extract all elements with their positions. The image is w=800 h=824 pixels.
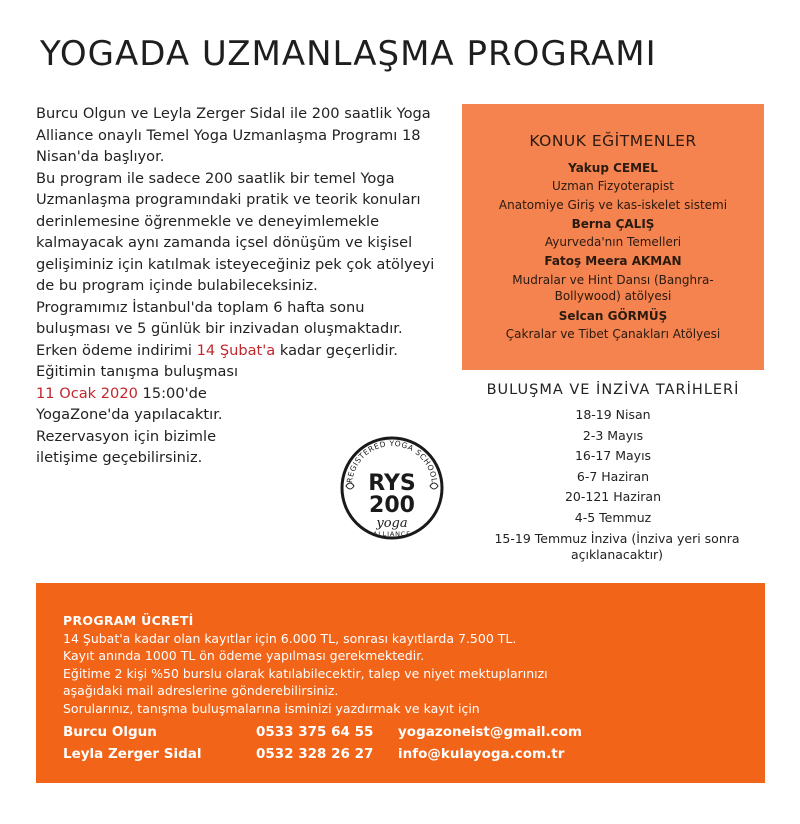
guest-teachers-box [462, 104, 764, 370]
date-item: 16-17 Mayıs [574, 448, 652, 463]
date-item: 18-19 Nisan [575, 407, 651, 422]
price-box [36, 583, 765, 783]
price-line: 14 Şubat'a kadar olan kayıtlar için 6.000 TL, sonrası kayıtlarda 7.500 TL. [63, 630, 517, 646]
dates-title: BULUŞMA VE İNZİVA TARİHLERİ [486, 382, 740, 398]
early-payment-date: 14 Şubat'a [196, 341, 276, 359]
teacher-name: Berna ÇALIŞ [571, 217, 655, 231]
retreat-date: 15-19 Temmuz İnziva (İnziva yeri sonra açıklanacaktır) [494, 531, 740, 562]
intro-text [36, 103, 436, 469]
price-line: Eğitime 2 kişi %50 burslu olarak katılabilecektir, talep ve niyet mektuplarınızı [63, 665, 548, 681]
intro-paragraph-5 [36, 361, 436, 426]
price-line: Sorularınız, tanışma buluşmalarına isminizi yazdırmak ve kayıt için [63, 700, 480, 716]
date-item: 4-5 Temmuz [574, 509, 652, 525]
logo-yoga: yoga [376, 516, 408, 531]
dates-section [462, 382, 764, 563]
logo-alliance: ALLIANCE [373, 530, 411, 538]
contact-phone[interactable]: 0533 375 64 55 [256, 724, 374, 740]
date-item: 20-121 Haziran [564, 489, 662, 504]
logo-rys: RYS [368, 471, 416, 496]
meeting-text: Eğitimin tanışma buluşması [36, 363, 239, 380]
rys200-logo [338, 430, 446, 560]
contact-name: Leyla Zerger Sidal [63, 746, 202, 762]
logo-ring-text: REGISTERED YOGA SCHOOL [345, 438, 439, 484]
intro-paragraph-4 [36, 340, 436, 362]
logo-number: 200 [369, 493, 415, 518]
teacher-topic: Çakralar ve Tibet Çanakları Atölyesi [505, 327, 721, 341]
teacher-topic: Uzman Fizyoterapist [552, 179, 674, 193]
meeting-time: 15:00'de [137, 384, 207, 402]
intro-paragraph-6: Rezervasyon için bizimle iletişime geçebilirsiniz. [36, 427, 217, 466]
teacher-topic: Mudralar ve Hint Dansı (Banghra- [512, 273, 714, 287]
contact-email[interactable]: info@kulayoga.com.tr [398, 746, 565, 762]
contact-row [63, 743, 765, 765]
date-item: 2-3 Mayıs [582, 427, 644, 443]
price-title: PROGRAM ÜCRETİ [63, 613, 194, 628]
early-payment-suffix: kadar geçerlidir. [275, 341, 398, 359]
price-line: aşağıdaki mail adreslerine gönderebilirsiniz. [63, 683, 339, 698]
guest-teachers-title: KONUK EĞİTMENLER [529, 132, 697, 150]
intro-paragraph-3: Programımız İstanbul'da toplam 6 hafta sonu buluşması ve 5 günlük bir inzivadan oluşmaktadır. [36, 298, 403, 337]
price-line: Kayıt anında 1000 TL ön ödeme yapılması gerekmektedir. [63, 648, 425, 663]
teacher-topic: Ayurveda'nın Temelleri [544, 235, 682, 249]
contact-list [63, 721, 765, 765]
intro-paragraph-2: Bu program ile sadece 200 saatlik bir temel Yoga Uzmanlaşma programındaki pratik ve teorik konuları derinlemesine öğrenmekle ve deneyimlemekle kalmayacak aynı zamanda içsel dönüşüm ve kişisel gelişiminiz için katılmak isteyeceğiniz pek çok atölyeyi de bu program içinde bulabileceksiniz. [36, 169, 435, 294]
teacher-name: Fatoş Meera AKMAN [544, 254, 682, 268]
contact-phone[interactable]: 0532 328 26 27 [256, 746, 374, 762]
contact-email[interactable]: yogazoneist@gmail.com [398, 724, 582, 740]
contact-name: Burcu Olgun [63, 724, 157, 740]
teacher-name: Yakup CEMEL [568, 161, 658, 175]
contact-row [63, 721, 765, 743]
teacher-topic: Anatomiye Giriş ve kas-iskelet sistemi [498, 198, 728, 212]
early-payment-text: Erken ödeme indirimi [36, 341, 197, 359]
page-title: YOGADA UZMANLAŞMA PROGRAMI [40, 34, 657, 74]
date-item: 6-7 Haziran [576, 468, 650, 484]
teacher-name: Selcan GÖRMÜŞ [558, 309, 668, 323]
teacher-topic: Bollywood) atölyesi [554, 289, 672, 303]
meeting-date: 11 Ocak 2020 [36, 384, 138, 402]
intro-paragraph-1: Burcu Olgun ve Leyla Zerger Sidal ile 200 saatlik Yoga Alliance onaylı Temel Yoga Uzmanlaşma Programı 18 Nisan'da başlıyor. [36, 105, 431, 165]
meeting-place: YogaZone'da yapılacaktır. [36, 406, 223, 423]
